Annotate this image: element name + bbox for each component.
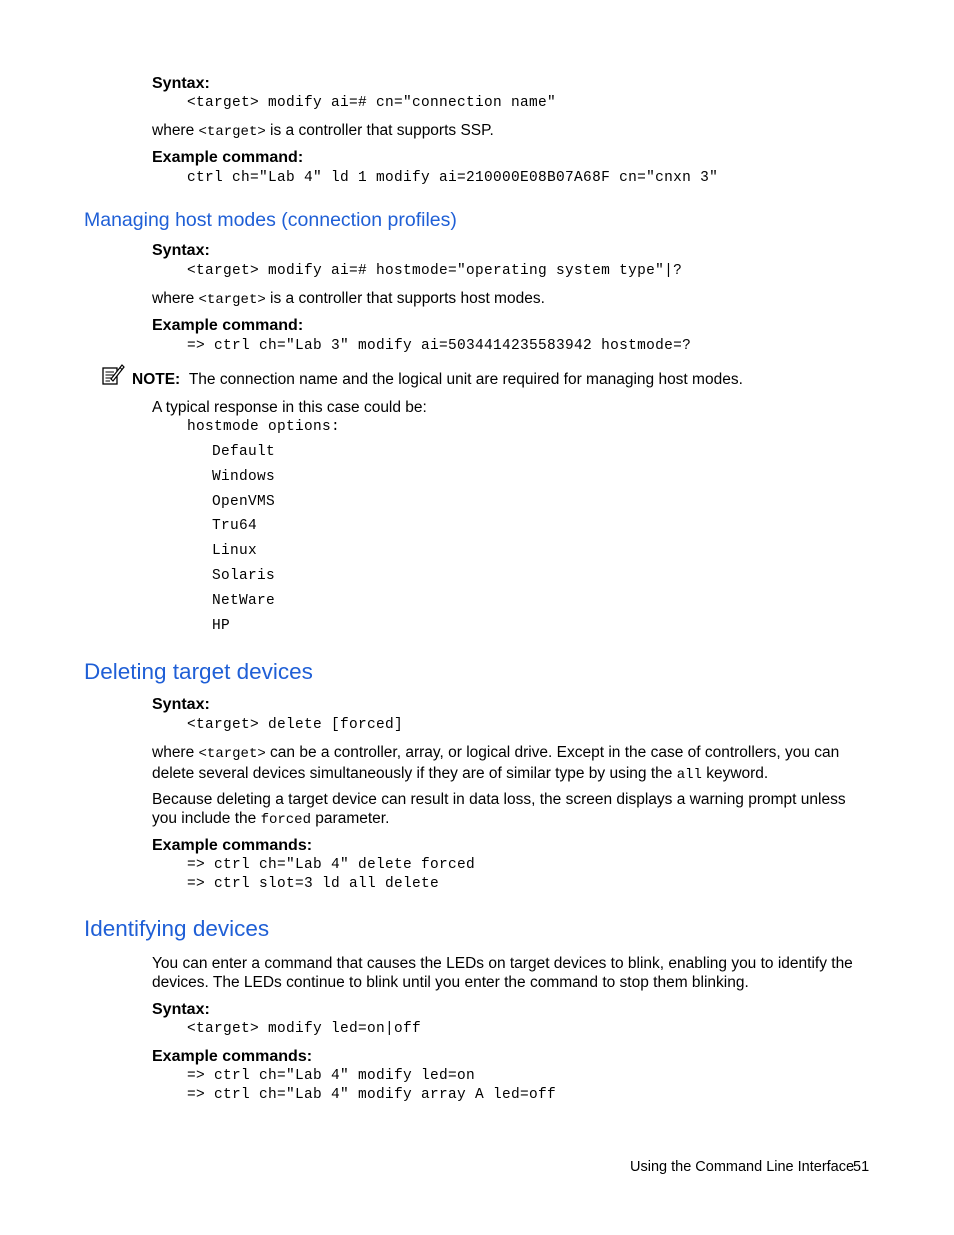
delete-paragraph-1: where <target> can be a controller, array, or logical drive. Except in the case of controllers, you can delete several devices simultaneously if they are of similar type by using the all keyword. xyxy=(152,744,840,783)
hostmode-option: Default xyxy=(212,444,276,460)
inline-code: <target> xyxy=(198,746,266,762)
inline-code: <target> xyxy=(198,124,266,140)
delete-paragraph-2: Because deleting a target device can result in data loss, the screen displays a warning prompt unless you include the forced parameter. xyxy=(152,791,846,828)
note xyxy=(132,370,743,389)
inline-code: forced xyxy=(260,812,311,828)
where-paragraph: where <target> is a controller that supports host modes. xyxy=(152,290,545,308)
section-heading-host-modes: Managing host modes (connection profiles) xyxy=(84,209,457,231)
syntax-label: Syntax: xyxy=(152,75,210,92)
syntax-label: Syntax: xyxy=(152,242,210,259)
syntax-label: Syntax: xyxy=(152,696,210,713)
example-code: ctrl ch="Lab 4" ld 1 modify ai=210000E08B07A68F cn="cnxn 3" xyxy=(187,170,719,186)
example-label: Example command: xyxy=(152,149,304,166)
example-label: Example commands: xyxy=(152,1048,313,1065)
syntax-code: <target> modify ai=# hostmode="operating system type"|? xyxy=(187,263,683,279)
hostmode-option: Tru64 xyxy=(212,518,258,534)
hostmode-option: HP xyxy=(212,618,231,634)
example-code: => ctrl ch="Lab 3" modify ai=5034414235583942 hostmode=? xyxy=(187,338,692,354)
note-label: NOTE: xyxy=(132,371,181,388)
example-label: Example commands: xyxy=(152,837,313,854)
example-label: Example command: xyxy=(152,317,304,334)
syntax-label: Syntax: xyxy=(152,1001,210,1018)
page-number: 51 xyxy=(853,1159,870,1175)
response-intro: A typical response in this case could be: xyxy=(152,399,427,416)
section-heading-identify: Identifying devices xyxy=(84,916,270,941)
note-text: The connection name and the logical unit are required for managing host modes. xyxy=(188,371,743,388)
hostmode-option: NetWare xyxy=(212,593,276,609)
syntax-code: <target> modify led=on|off xyxy=(187,1021,422,1037)
hostmode-option: Windows xyxy=(212,469,276,485)
identify-paragraph: You can enter a command that causes the LEDs on target devices to blink, enabling you to identify the devices. The LEDs continue to blink until you enter the command to stop them blinking. xyxy=(152,955,853,991)
where-paragraph: where <target> is a controller that supports SSP. xyxy=(152,122,494,140)
example-code-line: => ctrl ch="Lab 4" modify led=on xyxy=(187,1068,476,1084)
response-header: hostmode options: xyxy=(187,419,341,435)
hostmode-option: Solaris xyxy=(212,568,276,584)
inline-code: all xyxy=(676,767,702,783)
inline-code: <target> xyxy=(198,292,266,308)
syntax-code: <target> modify ai=# cn="connection name" xyxy=(187,95,557,111)
section-heading-delete: Deleting target devices xyxy=(84,659,313,684)
hostmode-option: OpenVMS xyxy=(212,494,276,510)
example-code-line: => ctrl slot=3 ld all delete xyxy=(187,876,440,892)
syntax-code: <target> delete [forced] xyxy=(187,717,404,733)
footer-title: Using the Command Line Interface xyxy=(630,1159,855,1175)
note-icon xyxy=(101,363,125,387)
example-code-line: => ctrl ch="Lab 4" modify array A led=off xyxy=(187,1087,557,1103)
example-code-line: => ctrl ch="Lab 4" delete forced xyxy=(187,857,476,873)
hostmode-option: Linux xyxy=(212,543,258,559)
